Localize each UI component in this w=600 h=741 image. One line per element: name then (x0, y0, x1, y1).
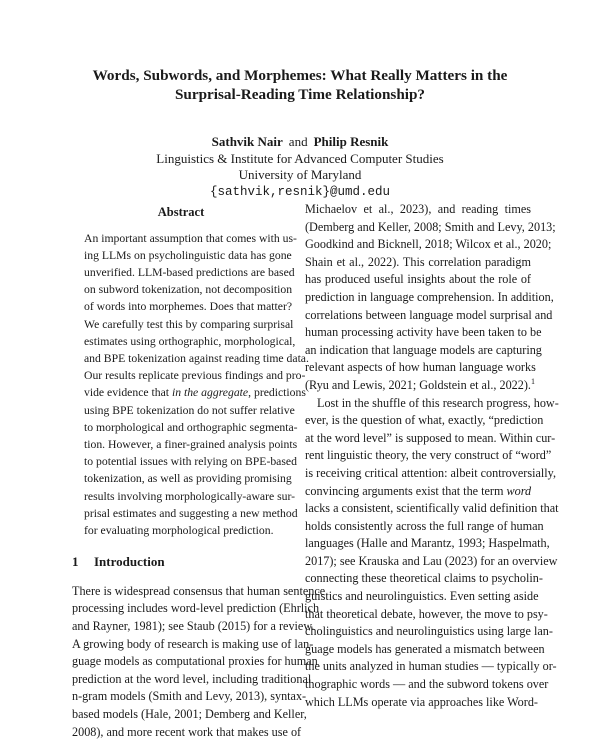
author-names (0, 134, 600, 151)
author-2: Philip Resnik (313, 134, 389, 149)
right-column (305, 201, 559, 711)
abstract-line: for evaluating morphological prediction. (84, 524, 274, 538)
author-1: Sathvik Nair (211, 134, 283, 149)
body-line: n-gram models (Smith and Levy, 2013), syntax- (72, 689, 307, 704)
affiliation-2: University of Maryland (238, 167, 362, 182)
footnote-marker[interactable]: 1 (530, 376, 535, 386)
body-line: at the word level” is supposed to mean. Within cur- (305, 430, 556, 445)
body-line: rent linguistic theory, the very construct of “word” (305, 448, 552, 463)
author-email: {sathvik,resnik}@umd.edu (209, 184, 391, 199)
body-line: holds consistently across the full range of human (305, 518, 544, 533)
body-line: Lost in the shuffle of this research progress, how- (317, 395, 559, 410)
section-number: 1 (72, 554, 79, 570)
author-block (0, 134, 600, 200)
abstract-line: tion. However, a finer-grained analysis points (84, 438, 298, 452)
emphasis-in-the-aggregate: in the aggregate (171, 386, 249, 400)
body-line: which LLMs operate via approaches like Word- (305, 694, 538, 709)
abstract-line: prisal estimates and suggesting a new method (84, 506, 298, 520)
body-line: human processing activity have been taken to be (305, 325, 542, 340)
abstract-line: on subword tokenization, not decomposition (84, 283, 293, 297)
body-line: (Demberg and Keller, 2008; Smith and Levy, 2013; (305, 219, 556, 234)
abstract-line: results involving morphologically-aware sur- (84, 489, 296, 503)
body-line: and Rayner, 1981); see Staub (2015) for a review. (72, 619, 315, 634)
abstract-line: to morphological and orthographic segmenta- (84, 420, 298, 434)
body-line: has produced useful insights about the role of (305, 272, 531, 287)
abstract-line-emphasis: vide evidence that in the aggregate, predictions (84, 386, 306, 400)
body-line: processing includes word-level prediction (Ehrlich (72, 601, 320, 616)
body-line: 2008), and more recent work that makes use of (72, 724, 302, 739)
abstract-heading: Abstract (157, 205, 205, 219)
section-heading-introduction (72, 553, 290, 571)
abstract-line: ing LLMs on psycholinguistic data has gone (84, 248, 292, 262)
body-line: prediction in language comprehension. In addition, (305, 289, 554, 304)
body-line-emphasis: convincing arguments exist that the term word (305, 483, 532, 498)
abstract-line: unverified. LLM-based predictions are based (84, 266, 295, 279)
abstract-line: of words into morphemes. Does that matter? (84, 300, 293, 314)
title-line-2: Surprisal-Reading Time Relationship? (174, 86, 426, 103)
abstract-line: and BPE tokenization against reading time data. (84, 352, 309, 366)
body-line: prediction at the word level, including traditional (72, 671, 312, 686)
intro-left-text (72, 583, 326, 741)
body-line: ever, is the question of what, exactly, “prediction (305, 413, 544, 428)
body-line: relevant aspects of how human language works (305, 360, 536, 375)
body-line: guage models as computational proxies for human (72, 654, 318, 669)
section-title: Introduction (94, 554, 165, 570)
body-line: lacks a consistent, scientifically valid definition that (305, 501, 559, 516)
abstract-line: tokenization, as well as providing promising (84, 472, 292, 486)
body-line: Shain et al., 2022). This correlation paradigm (305, 254, 531, 269)
body-line: There is widespread consensus that human sentence (72, 583, 326, 598)
body-line: 2017); see Krauska and Lau (2023) for an overview (305, 553, 558, 568)
left-column (72, 204, 326, 741)
body-line: cholinguistics and neurolinguistics using large lan- (305, 624, 553, 639)
body-line: the units analyzed in human studies — typically or- (305, 659, 557, 674)
affiliation-1: Linguistics & Institute for Advanced Computer Studies (156, 150, 444, 166)
body-line: guage models has generated a mismatch between (305, 641, 545, 656)
body-line: that theoretical debate, however, the move to psy- (305, 606, 548, 621)
emphasis-word: word (506, 483, 532, 498)
abstract-line: to potential issues with relying on BPE-based (84, 455, 297, 469)
body-line: correlations between language model surprisal and (305, 307, 553, 322)
body-line: Goodkind and Bicknell, 2018; Wilcox et al., 2020; (305, 237, 552, 252)
body-line: Michaelov et al., 2023), and reading times (305, 202, 531, 216)
body-line-with-footnote: (Ryu and Lewis, 2021; Goldstein et al., 2022).$^1$ (305, 376, 535, 392)
author-conjunction: and (288, 134, 308, 149)
abstract-line: An important assumption that comes with us- (84, 231, 297, 245)
body-line: thographic words — and the subword tokens over (305, 677, 549, 692)
body-line: connecting these theoretical claims to psycholin- (305, 571, 543, 586)
body-line: is receiving critical attention: albeit controversially, (305, 465, 556, 480)
paper-title (0, 66, 600, 104)
body-line: an indication that language models are capturing (305, 342, 542, 357)
body-line: guistics and neurolinguistics. Even setting aside (305, 589, 539, 604)
abstract-line: We carefully test this by comparing surprisal (84, 317, 294, 331)
body-line: A growing body of research is making use of lan- (72, 636, 314, 651)
abstract-line: using BPE tokenization do not suffer relative (84, 403, 295, 417)
abstract-line: estimates using orthographic, morphological, (84, 334, 296, 348)
abstract-body (72, 230, 309, 540)
title-line-1: Words, Subwords, and Morphemes: What Really Matters in the (92, 67, 508, 84)
body-line: languages (Halle and Marantz, 1993; Haspelmath, (305, 536, 550, 551)
body-line: based models (Hale, 2001; Demberg and Keller, (72, 707, 307, 721)
abstract-line: Our results replicate previous findings and pro- (84, 369, 306, 383)
